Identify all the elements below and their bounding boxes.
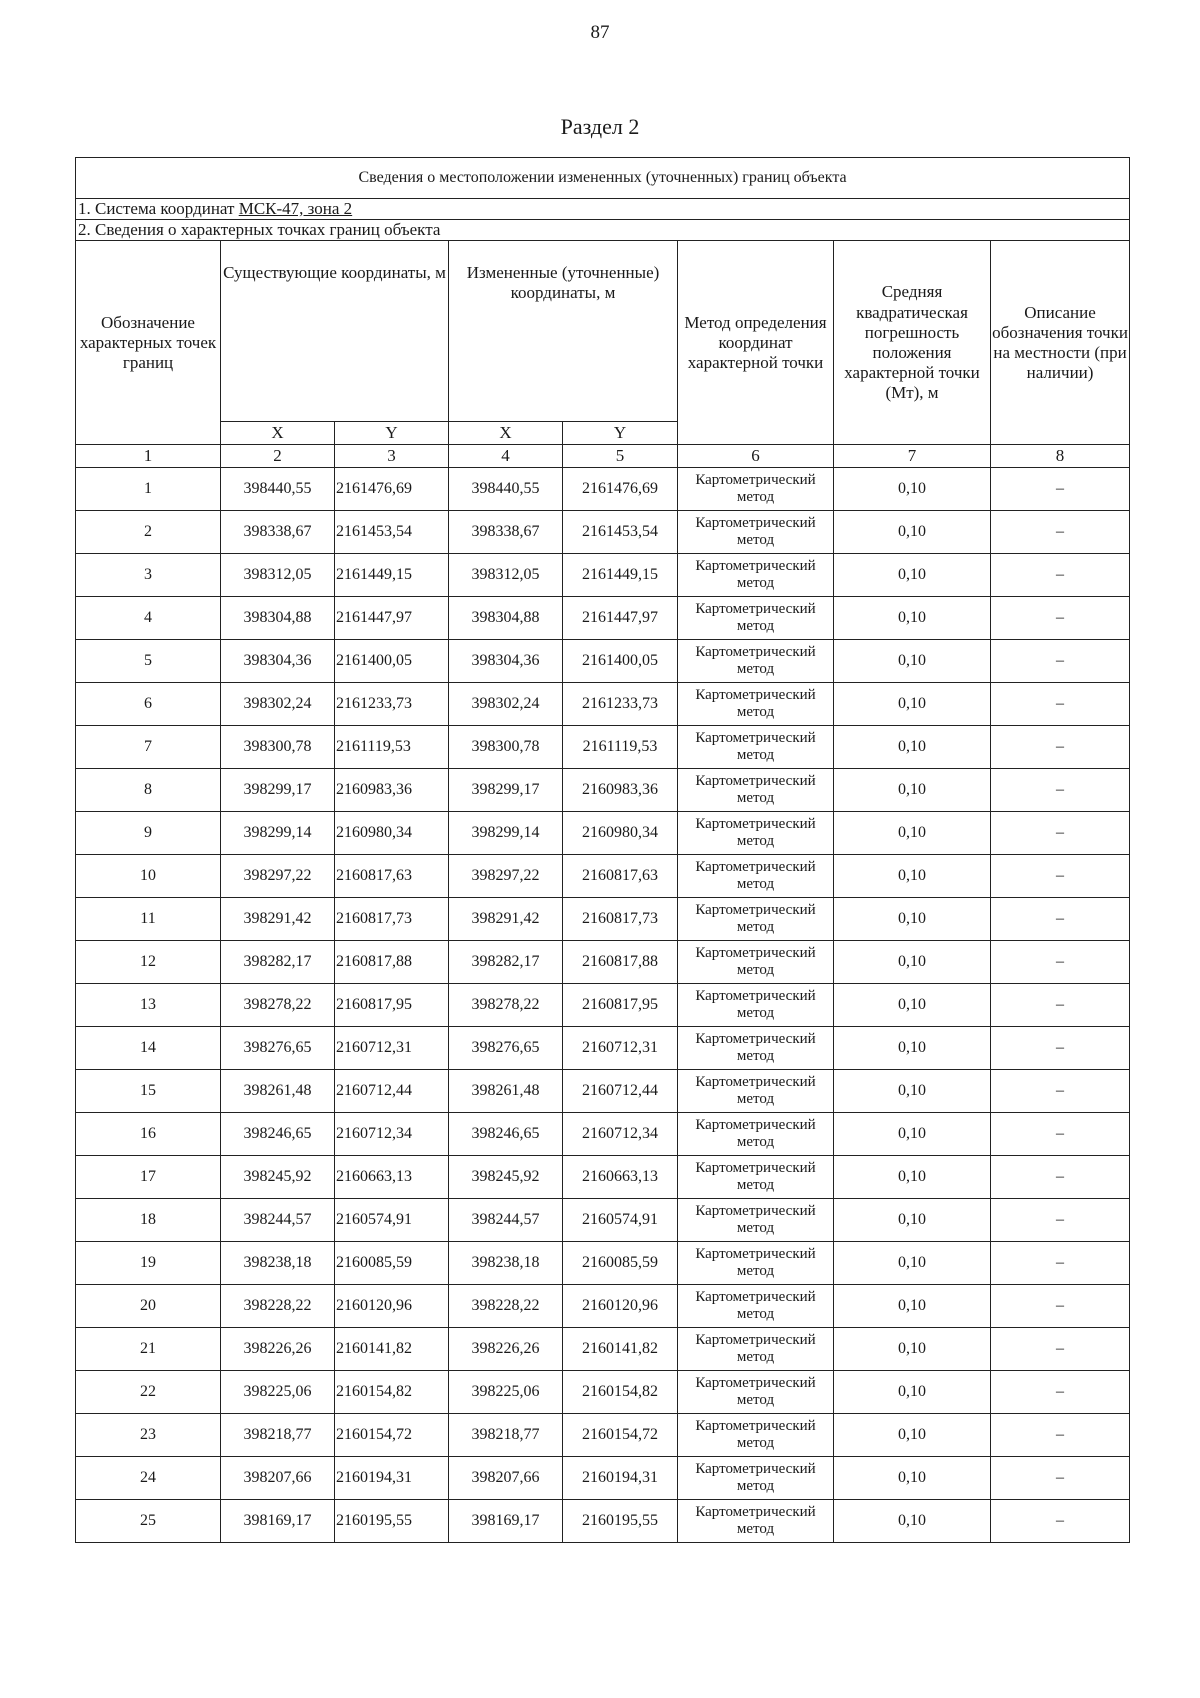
method-cell: Картометрический метод <box>678 1414 834 1457</box>
error-cell: 0,10 <box>834 812 991 855</box>
coordinate-system-value: МСК-47, зона 2 <box>238 199 353 218</box>
existing-y-cell: 2160712,34 <box>335 1113 449 1156</box>
changed-y-cell: 2160195,55 <box>563 1500 678 1543</box>
changed-y-cell: 2160141,82 <box>563 1328 678 1371</box>
existing-x-cell: 398299,14 <box>221 812 335 855</box>
description-cell: – <box>991 769 1130 812</box>
table-row <box>76 726 1130 769</box>
description-cell: – <box>991 1242 1130 1285</box>
method-cell: Картометрический метод <box>678 1199 834 1242</box>
method-cell: Картометрический метод <box>678 1113 834 1156</box>
table-row <box>76 640 1130 683</box>
error-cell: 0,10 <box>834 726 991 769</box>
table-row <box>76 511 1130 554</box>
error-cell: 0,10 <box>834 640 991 683</box>
method-cell: Картометрический метод <box>678 640 834 683</box>
method-cell: Картометрический метод <box>678 1070 834 1113</box>
description-cell: – <box>991 640 1130 683</box>
existing-x-cell: 398304,36 <box>221 640 335 683</box>
description-cell: – <box>991 941 1130 984</box>
method-cell: Картометрический метод <box>678 468 834 511</box>
description-cell: – <box>991 855 1130 898</box>
existing-x-cell: 398228,22 <box>221 1285 335 1328</box>
changed-y-cell: 2161453,54 <box>563 511 678 554</box>
error-cell: 0,10 <box>834 1328 991 1371</box>
existing-y-cell: 2160983,36 <box>335 769 449 812</box>
header-point-designation: Обозначение характерных точек границ <box>76 241 221 445</box>
description-cell: – <box>991 1070 1130 1113</box>
error-cell: 0,10 <box>834 597 991 640</box>
changed-x-cell: 398244,57 <box>449 1199 563 1242</box>
point-number-cell: 21 <box>76 1328 221 1371</box>
boundary-points-table <box>75 157 1130 1543</box>
header-changed-coords: Измененные (уточненные) координаты, м <box>449 241 678 422</box>
header-error: Средняя квадратическая погрешность положения характерной точки (Мт), м <box>834 241 991 445</box>
point-number-cell: 14 <box>76 1027 221 1070</box>
changed-x-cell: 398302,24 <box>449 683 563 726</box>
error-cell: 0,10 <box>834 1457 991 1500</box>
method-cell: Картометрический метод <box>678 554 834 597</box>
description-cell: – <box>991 511 1130 554</box>
table-row <box>76 1113 1130 1156</box>
description-cell: – <box>991 597 1130 640</box>
error-cell: 0,10 <box>834 855 991 898</box>
existing-y-cell: 2161119,53 <box>335 726 449 769</box>
changed-y-cell: 2160817,88 <box>563 941 678 984</box>
error-cell: 0,10 <box>834 1070 991 1113</box>
existing-y-cell: 2160154,82 <box>335 1371 449 1414</box>
error-cell: 0,10 <box>834 769 991 812</box>
point-number-cell: 19 <box>76 1242 221 1285</box>
table-row <box>76 1027 1130 1070</box>
changed-y-cell: 2161119,53 <box>563 726 678 769</box>
changed-x-cell: 398304,36 <box>449 640 563 683</box>
error-cell: 0,10 <box>834 898 991 941</box>
changed-x-cell: 398218,77 <box>449 1414 563 1457</box>
description-cell: – <box>991 1113 1130 1156</box>
description-cell: – <box>991 1199 1130 1242</box>
changed-x-cell: 398207,66 <box>449 1457 563 1500</box>
table-row <box>76 1070 1130 1113</box>
point-number-cell: 5 <box>76 640 221 683</box>
changed-x-cell: 398300,78 <box>449 726 563 769</box>
point-number-cell: 4 <box>76 597 221 640</box>
existing-x-cell: 398304,88 <box>221 597 335 640</box>
error-cell: 0,10 <box>834 1500 991 1543</box>
header-changed-y: Y <box>563 422 678 445</box>
error-cell: 0,10 <box>834 1113 991 1156</box>
section-title: Раздел 2 <box>560 114 640 139</box>
description-cell: – <box>991 1328 1130 1371</box>
point-number-cell: 6 <box>76 683 221 726</box>
changed-y-cell: 2160120,96 <box>563 1285 678 1328</box>
changed-x-cell: 398338,67 <box>449 511 563 554</box>
changed-y-cell: 2161400,05 <box>563 640 678 683</box>
changed-y-cell: 2160154,82 <box>563 1371 678 1414</box>
changed-y-cell: 2160983,36 <box>563 769 678 812</box>
description-cell: – <box>991 1457 1130 1500</box>
existing-y-cell: 2160712,44 <box>335 1070 449 1113</box>
existing-x-cell: 398302,24 <box>221 683 335 726</box>
table-row <box>76 1285 1130 1328</box>
method-cell: Картометрический метод <box>678 1371 834 1414</box>
changed-x-cell: 398297,22 <box>449 855 563 898</box>
existing-x-cell: 398207,66 <box>221 1457 335 1500</box>
existing-x-cell: 398226,26 <box>221 1328 335 1371</box>
method-cell: Картометрический метод <box>678 1027 834 1070</box>
table-row <box>76 769 1130 812</box>
description-cell: – <box>991 683 1130 726</box>
existing-x-cell: 398312,05 <box>221 554 335 597</box>
table-row <box>76 1242 1130 1285</box>
changed-x-cell: 398245,92 <box>449 1156 563 1199</box>
error-cell: 0,10 <box>834 511 991 554</box>
column-number: 7 <box>834 445 991 468</box>
point-number-cell: 15 <box>76 1070 221 1113</box>
changed-y-cell: 2160194,31 <box>563 1457 678 1500</box>
description-cell: – <box>991 1156 1130 1199</box>
point-number-cell: 20 <box>76 1285 221 1328</box>
changed-x-cell: 398261,48 <box>449 1070 563 1113</box>
point-number-cell: 16 <box>76 1113 221 1156</box>
existing-x-cell: 398225,06 <box>221 1371 335 1414</box>
description-cell: – <box>991 984 1130 1027</box>
changed-y-cell: 2160712,34 <box>563 1113 678 1156</box>
changed-x-cell: 398299,17 <box>449 769 563 812</box>
error-cell: 0,10 <box>834 683 991 726</box>
changed-y-cell: 2160712,44 <box>563 1070 678 1113</box>
changed-x-cell: 398246,65 <box>449 1113 563 1156</box>
changed-y-cell: 2161476,69 <box>563 468 678 511</box>
description-cell: – <box>991 554 1130 597</box>
method-cell: Картометрический метод <box>678 855 834 898</box>
table-title: Сведения о местоположении измененных (уточненных) границ объекта <box>76 158 1130 199</box>
changed-y-cell: 2160085,59 <box>563 1242 678 1285</box>
point-number-cell: 25 <box>76 1500 221 1543</box>
table-row <box>76 597 1130 640</box>
point-number-cell: 24 <box>76 1457 221 1500</box>
existing-y-cell: 2160817,95 <box>335 984 449 1027</box>
changed-x-cell: 398304,88 <box>449 597 563 640</box>
existing-x-cell: 398169,17 <box>221 1500 335 1543</box>
point-number-cell: 18 <box>76 1199 221 1242</box>
existing-y-cell: 2161453,54 <box>335 511 449 554</box>
point-number-cell: 2 <box>76 511 221 554</box>
method-cell: Картометрический метод <box>678 1457 834 1500</box>
point-number-cell: 8 <box>76 769 221 812</box>
table-row <box>76 554 1130 597</box>
existing-y-cell: 2160195,55 <box>335 1500 449 1543</box>
method-cell: Картометрический метод <box>678 984 834 1027</box>
existing-y-cell: 2160085,59 <box>335 1242 449 1285</box>
method-cell: Картометрический метод <box>678 812 834 855</box>
error-cell: 0,10 <box>834 941 991 984</box>
existing-y-cell: 2161447,97 <box>335 597 449 640</box>
changed-x-cell: 398226,26 <box>449 1328 563 1371</box>
table-row <box>76 1457 1130 1500</box>
method-cell: Картометрический метод <box>678 683 834 726</box>
table-row <box>76 1199 1130 1242</box>
error-cell: 0,10 <box>834 1285 991 1328</box>
header-method: Метод определения координат характерной точки <box>678 241 834 445</box>
header-existing-coords: Существующие координаты, м <box>221 241 449 422</box>
existing-y-cell: 2161233,73 <box>335 683 449 726</box>
column-number: 8 <box>991 445 1130 468</box>
method-cell: Картометрический метод <box>678 1328 834 1371</box>
header-description: Описание обозначения точки на местности (при наличии) <box>991 241 1130 445</box>
table-row <box>76 898 1130 941</box>
error-cell: 0,10 <box>834 1242 991 1285</box>
changed-x-cell: 398299,14 <box>449 812 563 855</box>
changed-y-cell: 2160817,63 <box>563 855 678 898</box>
existing-x-cell: 398276,65 <box>221 1027 335 1070</box>
coordinate-system-line <box>76 199 1130 220</box>
method-cell: Картометрический метод <box>678 769 834 812</box>
point-number-cell: 1 <box>76 468 221 511</box>
changed-y-cell: 2160817,95 <box>563 984 678 1027</box>
existing-x-cell: 398291,42 <box>221 898 335 941</box>
existing-y-cell: 2160817,88 <box>335 941 449 984</box>
point-number-cell: 12 <box>76 941 221 984</box>
existing-x-cell: 398440,55 <box>221 468 335 511</box>
column-number: 4 <box>449 445 563 468</box>
table-row <box>76 1371 1130 1414</box>
point-number-cell: 3 <box>76 554 221 597</box>
existing-x-cell: 398218,77 <box>221 1414 335 1457</box>
existing-y-cell: 2160154,72 <box>335 1414 449 1457</box>
method-cell: Картометрический метод <box>678 1285 834 1328</box>
existing-y-cell: 2160663,13 <box>335 1156 449 1199</box>
changed-x-cell: 398291,42 <box>449 898 563 941</box>
error-cell: 0,10 <box>834 554 991 597</box>
table-row <box>76 683 1130 726</box>
changed-y-cell: 2160574,91 <box>563 1199 678 1242</box>
header-existing-y: Y <box>335 422 449 445</box>
changed-x-cell: 398228,22 <box>449 1285 563 1328</box>
existing-x-cell: 398282,17 <box>221 941 335 984</box>
changed-x-cell: 398282,17 <box>449 941 563 984</box>
changed-y-cell: 2160663,13 <box>563 1156 678 1199</box>
existing-y-cell: 2160712,31 <box>335 1027 449 1070</box>
existing-y-cell: 2161400,05 <box>335 640 449 683</box>
changed-y-cell: 2161233,73 <box>563 683 678 726</box>
existing-y-cell: 2160120,96 <box>335 1285 449 1328</box>
description-cell: – <box>991 812 1130 855</box>
description-cell: – <box>991 1414 1130 1457</box>
point-number-cell: 22 <box>76 1371 221 1414</box>
column-number: 3 <box>335 445 449 468</box>
point-number-cell: 17 <box>76 1156 221 1199</box>
method-cell: Картометрический метод <box>678 511 834 554</box>
existing-x-cell: 398300,78 <box>221 726 335 769</box>
existing-x-cell: 398338,67 <box>221 511 335 554</box>
point-number-cell: 11 <box>76 898 221 941</box>
existing-x-cell: 398278,22 <box>221 984 335 1027</box>
table-row <box>76 1500 1130 1543</box>
point-number-cell: 7 <box>76 726 221 769</box>
column-number: 6 <box>678 445 834 468</box>
table-row <box>76 468 1130 511</box>
error-cell: 0,10 <box>834 984 991 1027</box>
table-row <box>76 984 1130 1027</box>
existing-y-cell: 2161449,15 <box>335 554 449 597</box>
changed-x-cell: 398169,17 <box>449 1500 563 1543</box>
table-row <box>76 1414 1130 1457</box>
changed-y-cell: 2160712,31 <box>563 1027 678 1070</box>
existing-x-cell: 398244,57 <box>221 1199 335 1242</box>
method-cell: Картометрический метод <box>678 597 834 640</box>
changed-y-cell: 2160154,72 <box>563 1414 678 1457</box>
description-cell: – <box>991 898 1130 941</box>
changed-x-cell: 398440,55 <box>449 468 563 511</box>
existing-x-cell: 398297,22 <box>221 855 335 898</box>
error-cell: 0,10 <box>834 1027 991 1070</box>
table-row <box>76 1328 1130 1371</box>
header-existing-x: X <box>221 422 335 445</box>
table-row <box>76 812 1130 855</box>
header-changed-x: X <box>449 422 563 445</box>
changed-y-cell: 2161447,97 <box>563 597 678 640</box>
changed-x-cell: 398238,18 <box>449 1242 563 1285</box>
method-cell: Картометрический метод <box>678 1500 834 1543</box>
point-number-cell: 13 <box>76 984 221 1027</box>
changed-y-cell: 2161449,15 <box>563 554 678 597</box>
description-cell: – <box>991 1285 1130 1328</box>
point-number-cell: 10 <box>76 855 221 898</box>
description-cell: – <box>991 726 1130 769</box>
method-cell: Картометрический метод <box>678 1242 834 1285</box>
error-cell: 0,10 <box>834 1199 991 1242</box>
table-row <box>76 941 1130 984</box>
error-cell: 0,10 <box>834 1371 991 1414</box>
changed-x-cell: 398278,22 <box>449 984 563 1027</box>
description-cell: – <box>991 468 1130 511</box>
changed-y-cell: 2160817,73 <box>563 898 678 941</box>
points-caption: 2. Сведения о характерных точках границ объекта <box>76 220 1130 241</box>
point-number-cell: 9 <box>76 812 221 855</box>
description-cell: – <box>991 1500 1130 1543</box>
existing-y-cell: 2161476,69 <box>335 468 449 511</box>
existing-y-cell: 2160817,63 <box>335 855 449 898</box>
existing-y-cell: 2160194,31 <box>335 1457 449 1500</box>
changed-x-cell: 398225,06 <box>449 1371 563 1414</box>
method-cell: Картометрический метод <box>678 726 834 769</box>
point-number-cell: 23 <box>76 1414 221 1457</box>
method-cell: Картометрический метод <box>678 898 834 941</box>
method-cell: Картометрический метод <box>678 1156 834 1199</box>
table-row <box>76 1156 1130 1199</box>
error-cell: 0,10 <box>834 1156 991 1199</box>
error-cell: 0,10 <box>834 1414 991 1457</box>
existing-y-cell: 2160574,91 <box>335 1199 449 1242</box>
error-cell: 0,10 <box>834 468 991 511</box>
existing-x-cell: 398261,48 <box>221 1070 335 1113</box>
table-row <box>76 855 1130 898</box>
column-number: 2 <box>221 445 335 468</box>
column-number: 5 <box>563 445 678 468</box>
existing-y-cell: 2160817,73 <box>335 898 449 941</box>
column-number: 1 <box>76 445 221 468</box>
existing-y-cell: 2160141,82 <box>335 1328 449 1371</box>
method-cell: Картометрический метод <box>678 941 834 984</box>
changed-x-cell: 398276,65 <box>449 1027 563 1070</box>
changed-y-cell: 2160980,34 <box>563 812 678 855</box>
changed-x-cell: 398312,05 <box>449 554 563 597</box>
existing-y-cell: 2160980,34 <box>335 812 449 855</box>
page-number: 87 <box>590 22 610 43</box>
existing-x-cell: 398246,65 <box>221 1113 335 1156</box>
description-cell: – <box>991 1027 1130 1070</box>
existing-x-cell: 398238,18 <box>221 1242 335 1285</box>
existing-x-cell: 398299,17 <box>221 769 335 812</box>
description-cell: – <box>991 1371 1130 1414</box>
coordinate-system-label: 1. Система координат <box>78 199 239 218</box>
existing-x-cell: 398245,92 <box>221 1156 335 1199</box>
